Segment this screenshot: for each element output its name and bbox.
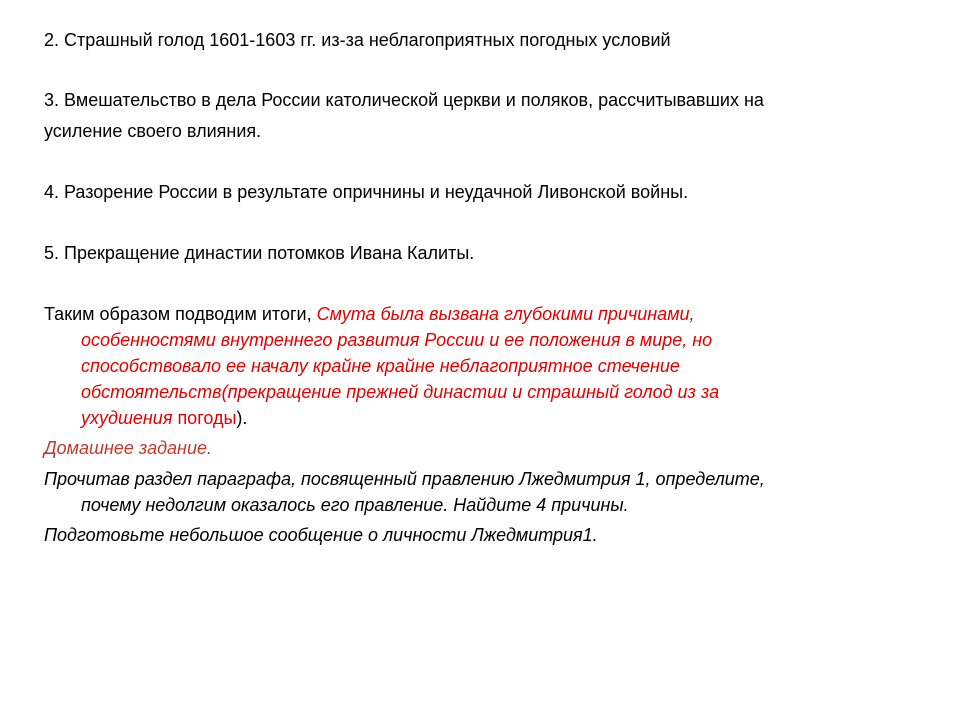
cause-item-2: 2. Страшный голод 1601-1603 гг. из-за неблагоприятных погодных условий [44, 30, 671, 50]
homework-task-1-line-2: почему недолгим оказалось его правление. Найдите 4 причины. [81, 495, 629, 515]
conclusion-closing: ). [236, 408, 248, 428]
conclusion-paragraph [44, 301, 924, 431]
conclusion-line-5 [44, 405, 924, 431]
cause-item-5: 5. Прекращение династии потомков Ивана Калиты. [44, 243, 475, 263]
conclusion-emphasis-5-upright: погоды [172, 408, 237, 428]
conclusion-emphasis-5-italic: ухудшения [81, 408, 173, 428]
cause-item-3-line-1: 3. Вмешательство в дела России католической церкви и поляков, рассчитывавших на [44, 90, 764, 110]
homework-task-2: Подготовьте небольшое сообщение о личности Лжедмитрия1. [44, 525, 598, 545]
conclusion-emphasis-1: Смута была вызвана глубокими причинами, [316, 304, 695, 324]
cause-item-3-line-2: усиление своего влияния. [44, 121, 262, 141]
conclusion-line-1 [44, 301, 924, 327]
conclusion-line-3: способствовало ее началу крайне крайне неблагоприятное стечение [81, 356, 680, 376]
homework-title: Домашнее задание. [44, 438, 212, 458]
homework-task-1 [44, 466, 924, 518]
homework-task-1-line-1: Прочитав раздел параграфа, посвященный правлению Лжедмитрия 1, определите, [44, 469, 765, 489]
conclusion-lead: Таким образом подводим итоги, [44, 304, 317, 324]
cause-item-4: 4. Разорение России в результате опричнины и неудачной Ливонской войны. [44, 182, 689, 202]
conclusion-line-4: обстоятельств(прекращение прежней династии и страшный голод из за [81, 382, 720, 402]
conclusion-line-2: особенностями внутреннего развития России и ее положения в мире, но [81, 330, 713, 350]
